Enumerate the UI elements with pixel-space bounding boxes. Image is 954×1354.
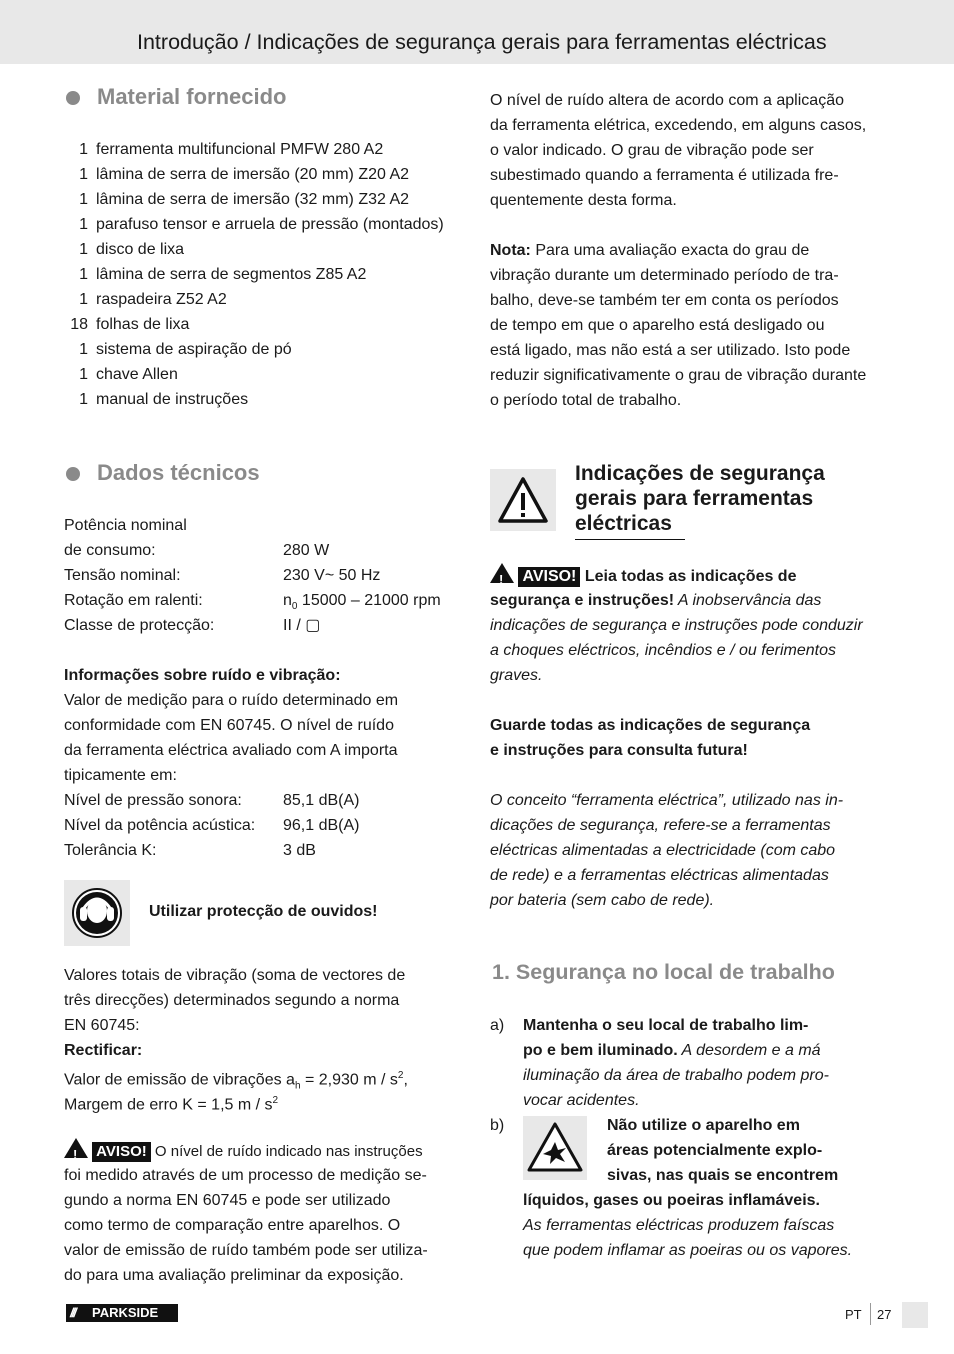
aviso-line: do para uma avaliação preliminar da exposição. — [64, 1267, 404, 1284]
material-item: parafuso tensor e arruela de pressão (montados) — [96, 216, 444, 233]
concept-line: O conceito “ferramenta eléctrica”, utilizado nas in- — [490, 792, 844, 809]
aviso-italic-line: a choques eléctricos, incêndios e / ou ferimentos — [490, 642, 836, 659]
vib-line: três direcções) determinados segundo a norma — [64, 992, 400, 1009]
noise-line: Valor de medição para o ruído determinado em — [64, 692, 399, 709]
aviso-bold: Leia todas as indicações de — [580, 568, 797, 585]
tech-label: Tensão nominal: — [64, 567, 181, 584]
noise-label: Nível da potência acústica: — [64, 817, 256, 834]
speed-symbol: n — [283, 592, 292, 609]
nota-line: de tempo em que o aparelho está desligado ou — [490, 317, 825, 334]
concept-line: por bateria (sem cabo de rede). — [490, 892, 715, 909]
material-item-qty: 1 — [79, 291, 88, 308]
safety-warning-box — [490, 469, 556, 531]
material-heading: Material fornecido — [97, 84, 287, 109]
aviso-line: foi medido através de um processo de medição se- — [64, 1167, 427, 1184]
tech-value: II / ▢ — [283, 617, 321, 634]
safety-heading — [575, 461, 825, 536]
material-item: disco de lixa — [96, 241, 185, 258]
tech-label: de consumo: — [64, 542, 156, 559]
safety-heading-line: gerais para ferramentas — [575, 487, 814, 510]
nota-line: reduzir significativamente o grau de vibração durante — [490, 367, 867, 384]
noise-line: da ferramenta eléctrica avaliado com A importa — [64, 742, 398, 759]
vib-line: Valores totais de vibração (soma de vectores de — [64, 967, 406, 984]
nota-line: o período total de trabalho. — [490, 392, 682, 409]
material-item: folhas de lixa — [96, 316, 190, 333]
noise-value: 3 dB — [283, 842, 316, 859]
aviso-line: valor de emissão de ruído também pode ser utiliza- — [64, 1242, 428, 1259]
aviso-noise-first — [64, 1138, 423, 1163]
section-bullet — [66, 467, 80, 481]
aviso-read-first — [490, 563, 796, 588]
item-a-italic-line: vocar acidentes. — [523, 1092, 640, 1109]
item-b-italic-line: que podem inflamar as poeiras ou os vapores. — [523, 1242, 853, 1259]
noise-label: Nível de pressão sonora: — [64, 792, 242, 809]
aviso-italic: A inobservância das — [674, 592, 822, 609]
aviso-bold: segurança e instruções! — [490, 592, 675, 609]
aviso-line: gundo a norma EN 60745 e pode ser utilizado — [64, 1192, 391, 1209]
item-b-bold: Não utilize o aparelho em — [607, 1117, 800, 1134]
material-item: lâmina de serra de imersão (20 mm) Z20 A2 — [96, 166, 410, 183]
section-bullet — [66, 91, 80, 105]
noise-line: tipicamente em: — [64, 767, 177, 784]
aviso-italic-line: graves. — [490, 667, 543, 684]
vib-emission — [64, 1063, 408, 1092]
logo-stripes-icon: /// — [70, 1305, 75, 1320]
guard-line: e instruções para consulta futura! — [490, 742, 748, 759]
material-item: manual de instruções — [96, 391, 249, 408]
workplace-heading: 1. Segurança no local de trabalho — [492, 960, 835, 984]
margin-sup: 2 — [272, 1095, 279, 1106]
aviso-italic-line: indicações de segurança e instruções pode conduzir — [490, 617, 863, 634]
vib-comma: , — [403, 1071, 408, 1089]
material-item-qty: 1 — [79, 241, 88, 258]
material-item-qty: 1 — [79, 391, 88, 408]
item-b-bold: áreas potencialmente explo- — [607, 1142, 823, 1159]
material-item-qty: 1 — [79, 191, 88, 208]
safety-heading-underline — [575, 539, 685, 540]
nota-text: Para uma avaliação exacta do grau de — [530, 242, 810, 259]
noise-note-line: da ferramenta elétrica, excedendo, em alguns casos, — [490, 117, 867, 134]
material-item-qty: 1 — [79, 141, 88, 158]
concept-line: de rede) e a ferramentas eléctricas alimentadas — [490, 867, 829, 884]
page-header — [0, 0, 954, 64]
item-a-second — [523, 1038, 821, 1063]
explosion-hazard-icon — [523, 1116, 587, 1180]
explosion-box — [523, 1116, 587, 1180]
material-item-qty: 1 — [79, 166, 88, 183]
tech-label: Potência nominal — [64, 517, 187, 534]
parkside-logo — [66, 1304, 178, 1322]
vib-margin — [64, 1088, 278, 1113]
page-number: 27 — [877, 1307, 892, 1322]
material-item-qty: 1 — [79, 216, 88, 233]
item-a-italic-line: iluminação da área de trabalho podem pro- — [523, 1067, 829, 1084]
guard-line: Guarde todas as indicações de segurança — [490, 717, 811, 734]
tech-value-speed — [283, 588, 441, 613]
material-item-qty: 1 — [79, 341, 88, 358]
item-a-italic: A desordem e a má — [677, 1042, 821, 1059]
page-title: Introdução / Indicações de segurança gerais para ferramentas eléctricas — [137, 30, 827, 54]
vib-sup: 2 — [397, 1070, 404, 1081]
item-b-label: b) — [490, 1117, 505, 1134]
material-item: sistema de aspiração de pó — [96, 341, 292, 358]
noise-line: conformidade com EN 60745. O nível de ruído — [64, 717, 394, 734]
noise-note-line: o valor indicado. O grau de vibração pode ser — [490, 142, 814, 159]
ear-protection-box — [64, 880, 130, 946]
item-b-bold: sivas, nas quais se encontrem — [607, 1167, 839, 1184]
material-item: raspadeira Z52 A2 — [96, 291, 227, 308]
item-b-bold: líquidos, gases ou poeiras inflamáveis. — [523, 1192, 820, 1209]
item-a-bold: Mantenha o seu local de trabalho lim- — [523, 1017, 809, 1034]
warning-triangle-icon — [490, 469, 556, 531]
material-item-qty: 1 — [79, 366, 88, 383]
item-a-label: a) — [490, 1017, 505, 1034]
nota-line: vibração durante um determinado período de tra- — [490, 267, 839, 284]
aviso-text: O nível de ruído indicado nas instruções — [154, 1143, 423, 1160]
safety-heading-line: eléctricas — [575, 512, 672, 535]
vib-line: EN 60745: — [64, 1017, 140, 1034]
vib-value: = 2,930 m / s — [300, 1071, 398, 1089]
tech-label: Classe de protecção: — [64, 617, 215, 634]
material-item: lâmina de serra de imersão (32 mm) Z32 A2 — [96, 191, 410, 208]
aviso-badge: AVISO! — [518, 567, 580, 587]
noise-note-line: quentemente desta forma. — [490, 192, 677, 209]
material-item: chave Allen — [96, 366, 178, 383]
item-a-bold: po e bem iluminado. — [523, 1042, 678, 1059]
warning-triangle-icon — [490, 563, 514, 583]
aviso-line: como termo de comparação entre aparelhos. O — [64, 1217, 401, 1234]
noise-heading: Informações sobre ruído e vibração: — [64, 667, 341, 684]
aviso-badge: AVISO! — [92, 1142, 151, 1162]
material-item-qty: 18 — [70, 316, 88, 333]
material-item-qty: 1 — [79, 266, 88, 283]
language-code: PT — [845, 1307, 862, 1322]
noise-label: Tolerância K: — [64, 842, 157, 859]
vib-emission-text: Valor de emissão de vibrações a — [64, 1071, 295, 1089]
ear-protection-text: Utilizar protecção de ouvidos! — [149, 903, 378, 920]
warning-triangle-icon — [64, 1138, 88, 1158]
ear-protection-icon — [64, 880, 130, 946]
tech-heading: Dados técnicos — [97, 460, 260, 485]
vib-sub: h — [294, 1080, 301, 1092]
item-b-italic-line: As ferramentas eléctricas produzem faíscas — [523, 1217, 835, 1234]
speed-subscript: 0 — [291, 601, 298, 613]
nota-first — [490, 238, 809, 263]
margin-text: Margem de erro K = 1,5 m / s — [64, 1096, 273, 1114]
concept-line: eléctricas alimentadas a electricidade (com cabo — [490, 842, 836, 859]
nota-line: balho, deve-se também ter em conta os períodos — [490, 292, 839, 309]
tech-value: 230 V~ 50 Hz — [283, 567, 381, 584]
tech-value: 280 W — [283, 542, 330, 559]
page-corner-box — [902, 1302, 928, 1328]
safety-heading-line: Indicações de segurança — [575, 462, 825, 485]
noise-note-line: O nível de ruído altera de acordo com a aplicação — [490, 92, 844, 109]
brand-name: PARKSIDE — [92, 1305, 159, 1320]
noise-value: 96,1 dB(A) — [283, 817, 360, 834]
noise-note-line: subestimado quando a ferramenta é utilizada fre- — [490, 167, 839, 184]
concept-line: dicações de segurança, refere-se a ferramentas — [490, 817, 831, 834]
aviso-read-second — [490, 588, 821, 613]
material-item: lâmina de serra de segmentos Z85 A2 — [96, 266, 367, 283]
material-item: ferramenta multifuncional PMFW 280 A2 — [96, 141, 384, 158]
rectify-heading: Rectificar: — [64, 1042, 143, 1059]
nota-line: está ligado, mas não está a ser utilizado. Isto pode — [490, 342, 851, 359]
noise-value: 85,1 dB(A) — [283, 792, 360, 809]
nota-label: Nota: — [490, 242, 531, 259]
footer-divider — [870, 1303, 871, 1325]
speed-value: 15000 – 21000 rpm — [297, 592, 441, 609]
tech-label: Rotação em ralenti: — [64, 592, 203, 609]
